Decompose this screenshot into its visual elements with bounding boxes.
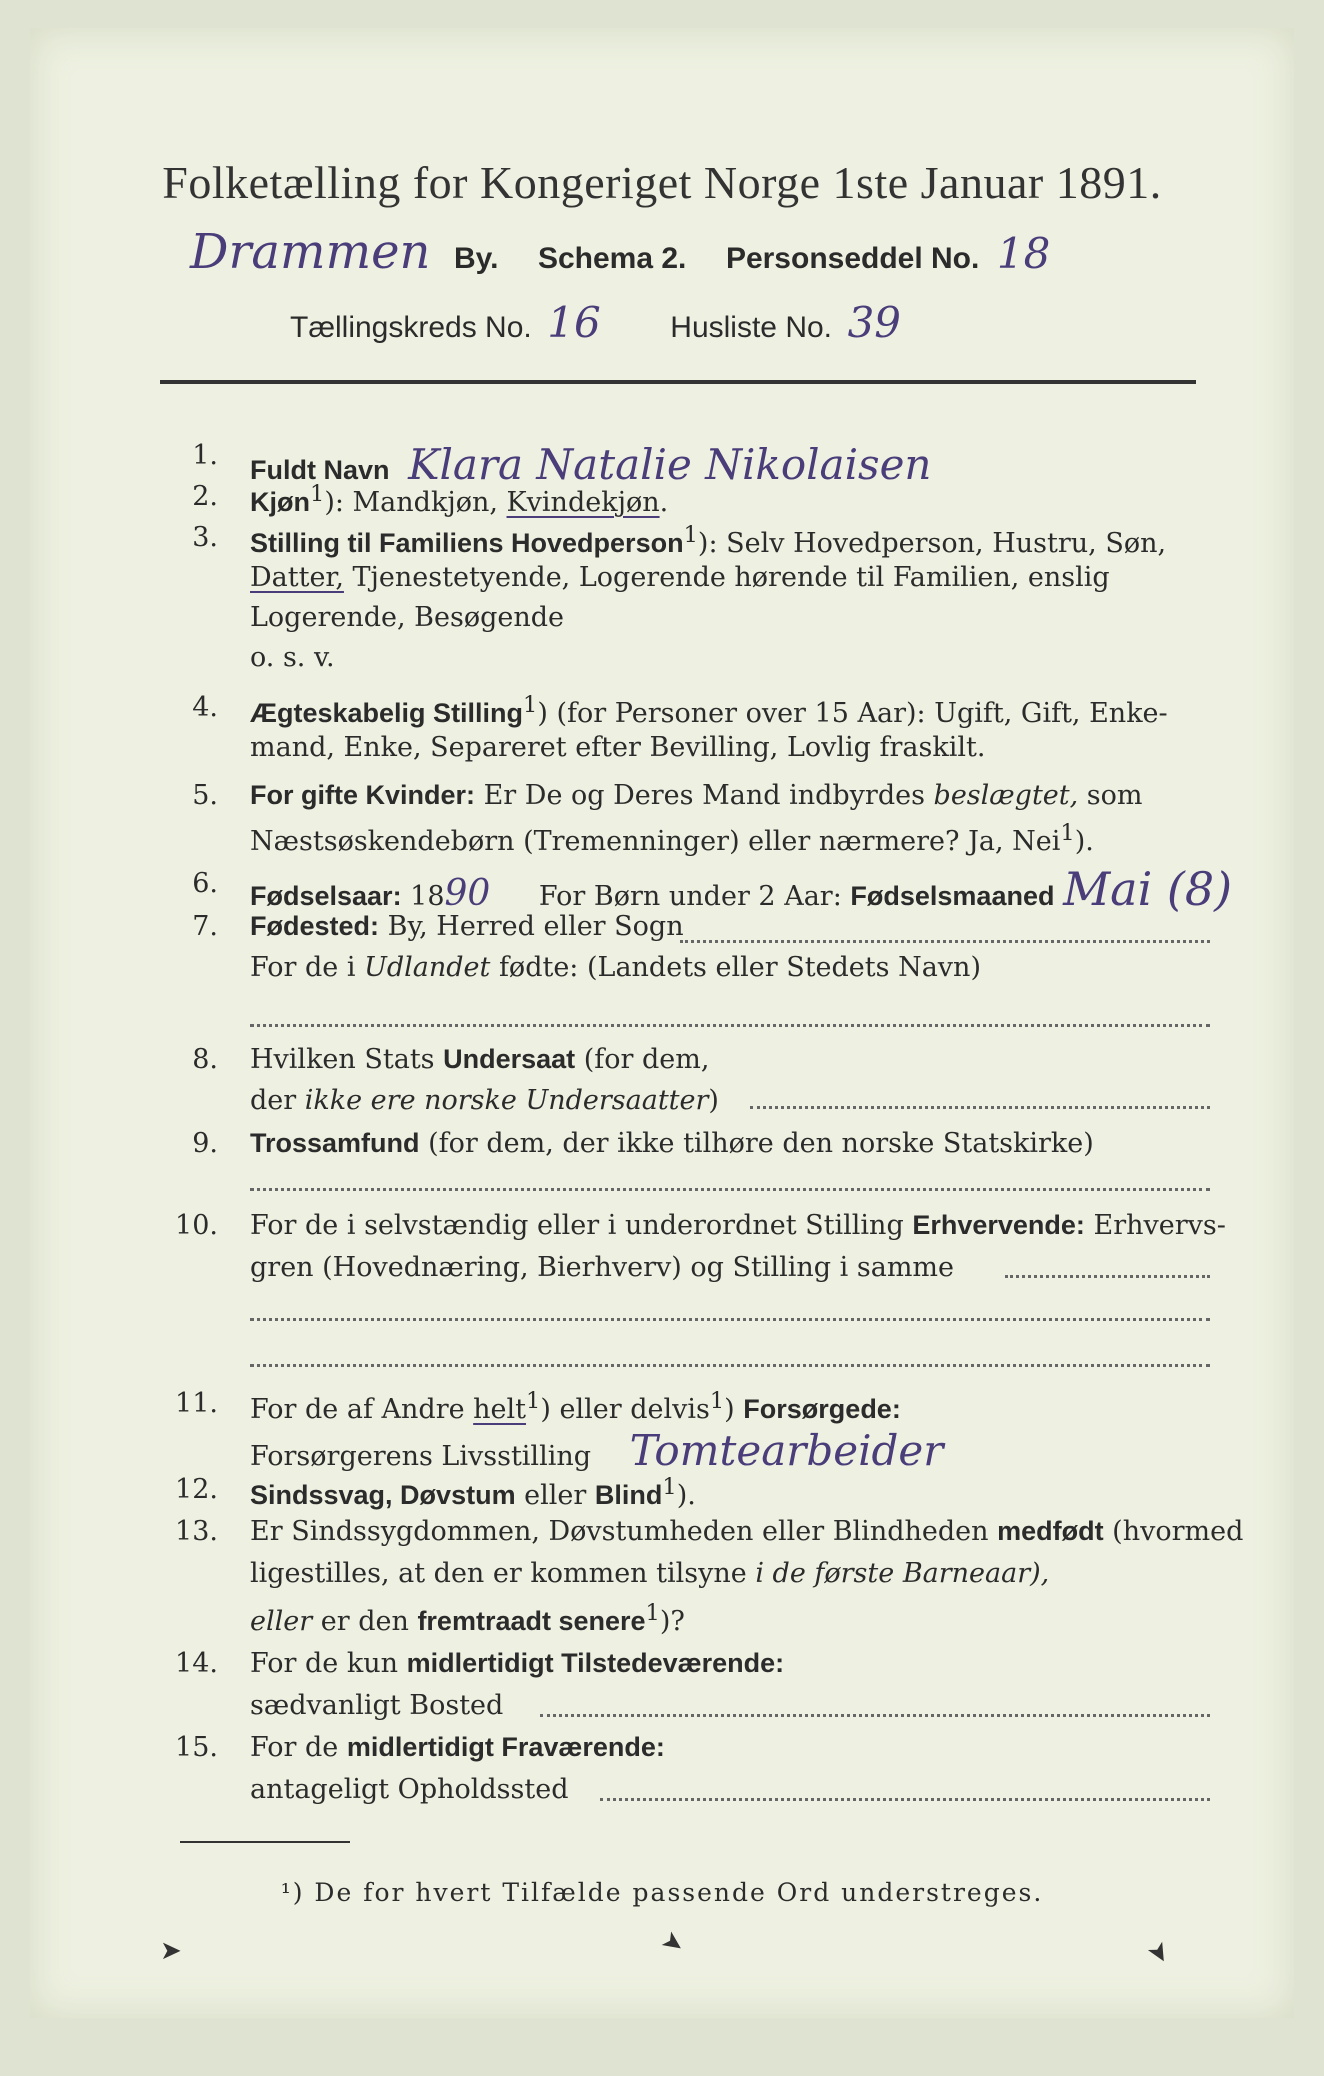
item-10-number: 10. (175, 1210, 218, 1241)
item-5-text-2: Næstsøskendebørn (Tremenninger) eller nærmere? Ja, Nei (250, 826, 1061, 857)
item-14-line-2: sædvanligt Bosted (250, 1690, 504, 1721)
husliste-label: Husliste No. (670, 311, 833, 344)
item-4-line-1 (250, 692, 1168, 729)
item-7-dotted-line (680, 940, 1210, 943)
item-9-line-1 (250, 1128, 1094, 1159)
item-13-sup: 1 (645, 1600, 660, 1626)
item-13-text-2b: i de første Barneaar), (755, 1558, 1050, 1589)
item-10-dotted-line-1 (1005, 1275, 1210, 1278)
item-8-text-2b: ikke ere norske Undersaatter (304, 1085, 709, 1116)
item-9-number: 9. (192, 1128, 218, 1159)
item-4-sup: 1 (523, 692, 538, 718)
item-3-line-4: o. s. v. (250, 642, 335, 673)
item-12-number: 12. (175, 1474, 218, 1505)
item-11-text-1b: ) eller delvis (540, 1394, 710, 1425)
item-8-label-b: Undersaat (443, 1044, 576, 1074)
item-11-sup-2: 1 (709, 1388, 725, 1414)
item-13-line-1 (250, 1516, 1243, 1547)
item-9-text-1: (for dem, der ikke tilhøre den norske Statskirke) (419, 1128, 1094, 1159)
footnote: ¹) De for hvert Tilfælde passende Ord understreges. (280, 1878, 1044, 1907)
item-6-label: Fødselsaar: (250, 881, 402, 911)
schema-label: Schema 2. (537, 242, 687, 275)
city-handwritten: Drammen (190, 224, 431, 280)
item-10-text-1a: For de i selvstændig eller i underordnet Stilling (250, 1210, 913, 1241)
item-3-selected: Datter, (250, 562, 344, 593)
item-2-text: ): Mandkjøn, (324, 487, 507, 518)
kreds-line (290, 298, 901, 347)
item-13-label-b: fremtraadt senere (417, 1606, 646, 1636)
item-5-line-1 (250, 780, 1143, 811)
item-13-text-2a: ligestilles, at den er kommen tilsyne (250, 1558, 756, 1589)
item-8-text-2c: ) (708, 1085, 719, 1116)
item-6-year-prefix: 18 (401, 881, 445, 912)
item-3-text-2: Tjenestetyende, Logerende hørende til Familien, enslig (343, 562, 1110, 593)
item-12-end: ). (676, 1480, 696, 1511)
item-11-sup-1: 1 (526, 1388, 541, 1414)
item-14-label: midlertidigt Tilstedeværende: (406, 1648, 785, 1678)
husliste-number: 39 (847, 298, 902, 347)
item-2-sup: 1 (310, 481, 325, 507)
item-10-dotted-line-3 (250, 1364, 1210, 1367)
item-1-number: 1. (192, 440, 218, 471)
item-7-dotted-line-2 (250, 1024, 1210, 1027)
footnote-rule (180, 1841, 350, 1843)
item-8-text-2a: der (250, 1085, 305, 1116)
item-12-sup: 1 (662, 1474, 677, 1500)
item-11-line-1 (250, 1388, 901, 1425)
item-12-mid: eller (515, 1480, 595, 1511)
item-13-text-1a: Er Sindssygdommen, Døvstumheden eller Blindheden (250, 1516, 998, 1547)
item-13-end: )? (659, 1606, 685, 1637)
item-15-dotted-line (600, 1798, 1210, 1801)
item-11-number: 11. (175, 1388, 218, 1419)
item-5-text-1a: Er De og Deres Mand indbyrdes (475, 780, 934, 811)
item-6-month-label: Fødselsmaaned (850, 881, 1055, 911)
item-15-number: 15. (175, 1732, 218, 1763)
item-12-label-b: Blind (594, 1480, 663, 1510)
item-13-line-2 (250, 1558, 1049, 1589)
full-name-handwritten: Klara Natalie Nikolaisen (408, 440, 932, 489)
header-rule (160, 380, 1196, 384)
item-6-number: 6. (192, 868, 218, 899)
item-5-line-2 (250, 820, 1094, 857)
item-3-text-1: ): Selv Hovedperson, Hustru, Søn, (697, 528, 1167, 559)
item-1-label: Fuldt Navn (250, 455, 390, 485)
kreds-number: 16 (547, 298, 601, 347)
item-12-label: Sindssvag, Døvstum (250, 1480, 516, 1510)
item-13-line-3 (250, 1600, 685, 1637)
item-3-number: 3. (192, 522, 218, 553)
item-3-line-3: Logerende, Besøgende (250, 602, 564, 633)
item-13-text-1b: (hvormed (1103, 1516, 1244, 1547)
item-4-label: Ægteskabelig Stilling (250, 698, 524, 728)
item-10-dotted-line-2 (250, 1318, 1210, 1321)
item-9-label: Trossamfund (250, 1128, 420, 1158)
item-4-line-2: mand, Enke, Separeret efter Bevilling, Lovlig fraskilt. (250, 732, 986, 763)
item-10-label: Erhvervende: (912, 1210, 1085, 1240)
item-13-number: 13. (175, 1516, 218, 1547)
item-4-text-1: ) (for Personer over 15 Aar): Ugift, Gift, Enke- (537, 698, 1168, 729)
item-8-text-1: (for dem, (575, 1044, 710, 1075)
item-8-line-2 (250, 1085, 719, 1116)
item-13-text-3b: er den (312, 1606, 418, 1637)
item-11-text-1a: For de af Andre (250, 1394, 474, 1425)
item-8-dotted-line (750, 1106, 1210, 1109)
item-15-label: midlertidigt Fraværende: (346, 1732, 665, 1762)
item-5-text-1b: beslægtet, (933, 780, 1079, 811)
item-13-text-3a: eller (250, 1606, 313, 1637)
form-title: Folketælling for Kongeriget Norge 1ste Januar 1891. (162, 157, 1162, 208)
item-14-line-1 (250, 1648, 784, 1679)
item-11-line-2 (250, 1426, 943, 1475)
item-3-line-1 (250, 522, 1166, 559)
item-2-label: Kjøn (250, 487, 310, 517)
city-line (190, 224, 1050, 280)
item-7-text-2c: fødte: (Landets eller Stedets Navn) (490, 952, 981, 983)
item-11-text-1c: ) (724, 1394, 744, 1425)
item-5-number: 5. (192, 780, 218, 811)
item-5-label: For gifte Kvinder: (250, 780, 476, 810)
item-5-text-1c: som (1078, 780, 1143, 811)
item-5-sup: 1 (1060, 820, 1075, 846)
item-2-selected: Kvindekjøn (506, 487, 660, 518)
item-15-text-1a: For de (250, 1732, 347, 1763)
item-8-label: Hvilken Stats (250, 1044, 435, 1075)
item-6-line (250, 862, 1232, 916)
item-3-line-2 (250, 562, 1110, 593)
item-10-text-1b: Erhvervs- (1084, 1210, 1226, 1241)
item-2-number: 2. (192, 481, 218, 512)
item-7-number: 7. (192, 911, 218, 942)
item-7-label: Fødested: (250, 911, 380, 941)
by-label: By. (453, 242, 499, 275)
item-14-dotted-line (540, 1714, 1210, 1717)
item-3-label: Stilling til Familiens Hovedperson (250, 528, 684, 558)
item-7-line-1 (250, 911, 684, 942)
item-2-line (250, 481, 668, 518)
census-form-page (30, 28, 1294, 2018)
item-8-number: 8. (192, 1044, 218, 1075)
item-6-mid: For Børn under 2 Aar: (538, 881, 842, 912)
birth-year-handwritten: 90 (444, 873, 491, 914)
item-9-dotted-line (250, 1188, 1210, 1191)
item-8-line-1 (250, 1044, 709, 1075)
item-7-line-2 (250, 952, 981, 983)
item-12-line (250, 1474, 696, 1511)
item-7-text-2a: For de i (250, 952, 365, 983)
arrow-mark-left-icon: ➤ (160, 1936, 182, 1966)
item-14-text-1a: For de kun (250, 1648, 407, 1679)
item-13-label: medfødt (997, 1516, 1104, 1546)
personseddel-label: Personseddel No. (725, 242, 980, 275)
item-3-sup: 1 (683, 522, 698, 548)
item-11-label: Forsørgede: (743, 1394, 901, 1424)
arrow-mark-center-icon: ➤ (655, 1924, 691, 1962)
item-15-line-1 (250, 1732, 665, 1763)
item-7-text-2b: Udlandet (364, 952, 491, 983)
item-10-line-1 (250, 1210, 1226, 1241)
item-7-text-1: By, Herred eller Sogn (379, 911, 684, 942)
provider-occupation-handwritten: Tomtearbeider (629, 1426, 944, 1475)
kreds-label: Tællingskreds No. (290, 311, 532, 344)
item-15-line-2: antageligt Opholdssted (250, 1774, 569, 1805)
arrow-mark-right-icon: ➤ (1140, 1936, 1178, 1970)
item-14-number: 14. (175, 1648, 218, 1679)
item-11-text-2: Forsørgerens Livsstilling (250, 1441, 592, 1472)
personseddel-number: 18 (996, 229, 1051, 278)
item-11-helt: helt (473, 1394, 527, 1425)
item-5-end: ). (1074, 826, 1094, 857)
item-2-end: . (659, 487, 669, 518)
item-4-number: 4. (192, 692, 218, 723)
item-10-line-2: gren (Hovednæring, Bierhverv) og Stilling i samme (250, 1252, 955, 1283)
birth-month-handwritten: Mai (8) (1063, 862, 1233, 916)
